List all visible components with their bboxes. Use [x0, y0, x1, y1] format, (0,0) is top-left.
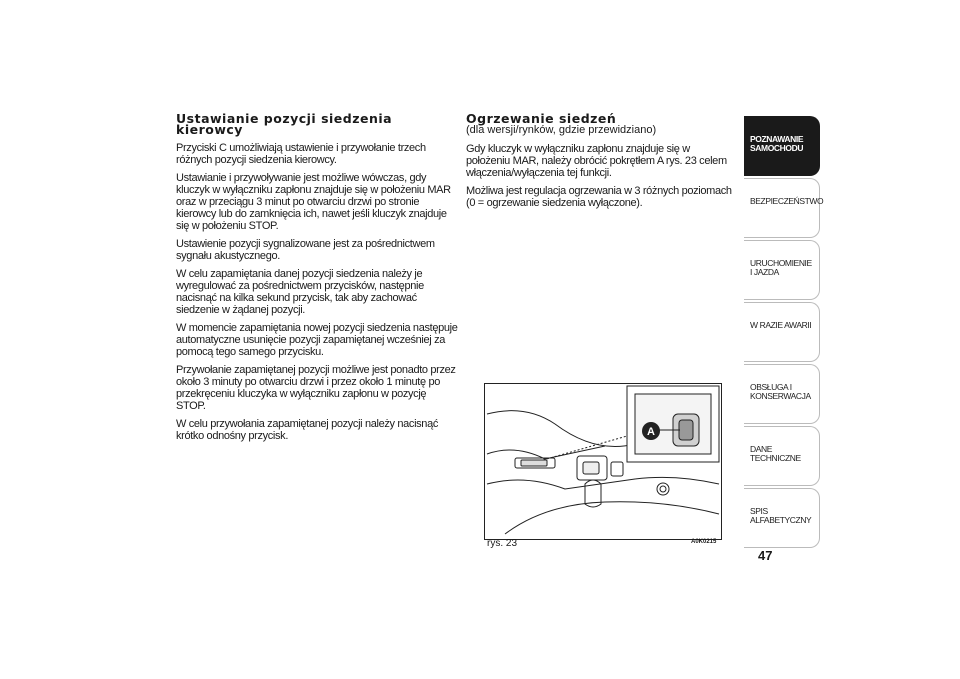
seat-controls-illustration [485, 384, 721, 539]
callout-a: A [647, 426, 655, 438]
tab-spis-alfabetyczny[interactable]: SPIS ALFABETYCZNY [744, 488, 820, 548]
paragraph: Przyciski C umożliwiają ustawienie i przywołanie trzech różnych pozycji siedzenia kierowcy. [176, 142, 426, 166]
section-title-seat-heating: Ogrzewanie siedzeń [466, 111, 617, 126]
chapter-tabs [744, 116, 824, 550]
tab-dane-techniczne[interactable]: DANE TECHNICZNE [744, 426, 820, 486]
paragraph: Ustawianie i przywoływanie jest możliwe wówczas, gdy kluczyk w wyłączniku zapłonu znajduje się w położeniu MAR oraz w przeciągu 3 minut po otwarciu drzwi po stronie kierowcy lub do zamknięcia ich, nawet jeśli kluczyk znajduje się w położeniu STOP. [176, 172, 451, 232]
section-subtitle: (dla wersji/rynków, gdzie przewidziano) [466, 124, 657, 136]
figure-caption: rys. 23 [487, 538, 518, 549]
tab-bezpieczenstwo[interactable]: BEZPIECZEŃSTWO [744, 178, 820, 238]
page-number: 47 [758, 548, 773, 563]
figure-code: A0K0215 [691, 539, 717, 545]
paragraph: W celu przywołania zapamiętanej pozycji należy nacisnąć krótko odnośny przycisk. [176, 418, 438, 442]
paragraph: Ustawienie pozycji sygnalizowane jest za pośrednictwem sygnału akustycznego. [176, 238, 435, 262]
paragraph: W celu zapamiętania danej pozycji siedzenia należy je wyregulować za pośrednictwem przycisków, następnie nacisnąć na kilka sekund przycisk, tak aby zachować siedzenie w żądanej pozycji. [176, 268, 424, 316]
paragraph: Przywołanie zapamiętanej pozycji możliwe jest ponadto przez około 3 minuty po otwarciu drzwi i przez około 1 minutę po przekręceniu kluczyka w wyłączniku zapłonu w pozycję STOP. [176, 364, 456, 412]
tab-uruchomienie-i-jazda[interactable]: URUCHOMIENIE I JAZDA [744, 240, 820, 300]
section-title-seat-position: Ustawianie pozycji siedzenia kierowcy [176, 111, 393, 137]
tab-poznawanie-samochodu[interactable]: POZNAWANIE SAMOCHODU [744, 116, 820, 176]
right-column [466, 113, 734, 215]
figure-seat-controls [484, 383, 722, 540]
paragraph: W momencie zapamiętania nowej pozycji siedzenia następuje automatyczne usunięcie pozycji zapamiętanej wcześniej za pomocą tego samego przycisku. [176, 322, 458, 358]
tab-w-razie-awarii[interactable]: W RAZIE AWARII [744, 302, 820, 362]
left-column [176, 113, 458, 448]
paragraph: Gdy kluczyk w wyłączniku zapłonu znajduje się w położeniu MAR, należy obrócić pokrętłem A rys. 23 celem włączenia/wyłączenia tej funkcji. [466, 143, 727, 179]
tab-obsluga-i-konserwacja[interactable]: OBSŁUGA I KONSERWACJA [744, 364, 820, 424]
paragraph: Możliwa jest regulacja ogrzewania w 3 różnych poziomach (0 = ogrzewanie siedzenia wyłączone). [466, 185, 732, 209]
